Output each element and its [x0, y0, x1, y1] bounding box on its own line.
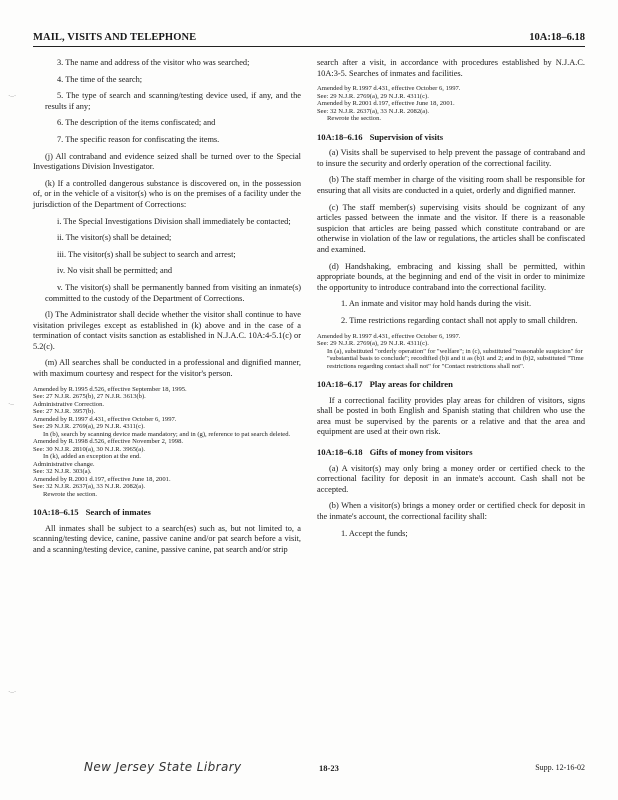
- list-item: ii. The visitor(s) shall be detained;: [57, 233, 172, 243]
- history-line: In (a), substituted "orderly operation" for "welfare"; in (c), substituted "reasonable suspicion" for "substantial basis to conclude"; recodified (b)i and ii as (b)1 and 2; and in (b)2, substituted "Time restrictions regarding contact shall not" for "Contact restrictions shall not".: [327, 347, 584, 370]
- history-line: Amended by R.2001 d.197, effective June 18, 2001.: [317, 100, 455, 108]
- list-item: 1. An inmate and visitor may hold hands during the visit.: [341, 299, 532, 309]
- history-line: Amended by R.1997 d.431, effective October 6, 1997.: [317, 85, 461, 93]
- section-heading: [317, 379, 585, 390]
- continued-text: search after a visit, in accordance with procedures established by N.J.A.C. 10A:3-5. Searches of inmates and facilities.: [317, 58, 585, 78]
- history-line: See: 29 N.J.R. 2769(a), 29 N.J.R. 4311(c).: [317, 92, 429, 100]
- scan-mark: ·–: [8, 400, 14, 408]
- page-footer: [33, 760, 585, 776]
- left-column: [33, 58, 301, 562]
- paragraph-k: (k) If a controlled dangerous substance is discovered on, in the possession of, or in the vehicle of a visitor(s) who is on the premises of a facility under the jurisdiction of the Department of Corrections:: [33, 178, 301, 209]
- section-title: Play areas for children: [369, 379, 453, 390]
- section-number: 10A:18–6.18: [317, 447, 363, 458]
- history-line: Amended by R.2001 d.197, effective June 18, 2001.: [33, 475, 171, 483]
- header-rule: [33, 46, 585, 47]
- history-notes: [33, 386, 301, 499]
- scan-mark: ·–·: [8, 688, 17, 696]
- paragraph-m: (m) All searches shall be conducted in a professional and dignified manner, with maximum courtesy and respect for the visitor's person.: [33, 358, 301, 379]
- list-item: 6. The description of the items confiscated; and: [57, 118, 216, 128]
- header-section-range: 10A:18–6.18: [529, 32, 585, 43]
- history-line: Amended by R.1995 d.526, effective September 18, 1995.: [33, 385, 187, 393]
- history-line: Rewrote the section.: [43, 490, 98, 498]
- paragraph-j: (j) All contraband and evidence seized shall be turned over to the Special Investigations Division Investigator.: [33, 151, 301, 172]
- paragraph: (a) Visits shall be supervised to help prevent the passage of contraband and to insure the security and orderly operation of the correctional facility.: [317, 148, 585, 168]
- history-line: Amended by R.1997 d.431, effective October 6, 1997.: [33, 415, 177, 423]
- history-line: See: 27 N.J.R. 3957(b).: [33, 408, 96, 416]
- running-header: [33, 32, 585, 48]
- section-number: 10A:18–6.15: [33, 507, 79, 518]
- history-line: See: 29 N.J.R. 2769(a), 29 N.J.R. 4311(c).: [33, 423, 145, 431]
- section-text: All inmates shall be subject to a search(es) such as, but not limited to, a scanning/testing device, canine, passive canine and/or pat search before a visit, and a scanning/testing device, canine, passive canine, pat search and/or strip: [33, 523, 301, 554]
- history-line: In (b), search by scanning device made mandatory; and in (g), reference to pat search deleted.: [43, 430, 291, 438]
- history-line: See: 27 N.J.R. 2675(b), 27 N.J.R. 3613(b).: [33, 393, 146, 401]
- history-line: See: 32 N.J.R. 2637(a), 33 N.J.R. 2082(a).: [33, 483, 146, 491]
- history-line: Amended by R.1997 d.431, effective October 6, 1997.: [317, 332, 461, 340]
- library-watermark: New Jersey State Library: [84, 760, 242, 774]
- history-line: See: 29 N.J.R. 2769(a), 29 N.J.R. 4311(c).: [317, 340, 429, 348]
- history-line: In (k), added an exception at the end.: [43, 453, 141, 461]
- history-line: See: 32 N.J.R. 303(a).: [33, 468, 92, 476]
- list-item: iii. The visitor(s) shall be subject to search and arrest;: [57, 249, 236, 259]
- history-notes: [317, 85, 585, 123]
- list-item: v. The visitor(s) shall be permanently banned from visiting an inmate(s) committed to the custody of the Department of Corrections.: [45, 282, 301, 303]
- list-item: i. The Special Investigations Division shall immediately be contacted;: [57, 216, 291, 226]
- section-number: 10A:18–6.16: [317, 131, 363, 142]
- history-line: See: 32 N.J.R. 2637(a), 33 N.J.R. 2082(a).: [317, 107, 430, 115]
- section-title: Search of inmates: [85, 507, 151, 518]
- list-item: iv. No visit shall be permitted; and: [57, 266, 173, 276]
- paragraph: (b) When a visitor(s) brings a money order or certified check for deposit in the inmate's account, the correctional facility shall:: [317, 501, 585, 522]
- right-column: [317, 58, 585, 545]
- section-heading: [33, 507, 301, 518]
- section-title: Gifts of money from visitors: [369, 447, 473, 458]
- list-item: 2. Time restrictions regarding contact shall not apply to small children.: [341, 316, 578, 325]
- history-line: Amended by R.1998 d.526, effective November 2, 1998.: [33, 438, 184, 446]
- list-item: 1. Accept the funds;: [341, 528, 408, 538]
- supplement-date: Supp. 12-16-02: [535, 763, 585, 772]
- section-number: 10A:18–6.17: [317, 379, 363, 390]
- header-title: MAIL, VISITS AND TELEPHONE: [33, 32, 197, 43]
- history-line: Administrative Correction.: [33, 400, 105, 408]
- paragraph-l: (l) The Administrator shall decide whether the visitor shall continue to have visitation privileges except as established in (k) above and in the case of a termination of contact visits sanction as established in N.J.A.C. 10A:4-5.1(c) or 5.2(c).: [33, 310, 301, 351]
- page-number: 18-23: [319, 763, 339, 773]
- history-line: See: 30 N.J.R. 2810(a), 30 N.J.R. 3965(a).: [33, 445, 146, 453]
- list-item: 4. The time of the search;: [57, 74, 143, 84]
- history-line: Administrative change.: [33, 460, 95, 468]
- scan-mark: ·–·: [8, 92, 17, 100]
- paragraph: (b) The staff member in charge of the visiting room shall be responsible for ensuring that all visits are conducted in a quiet, orderly and dignified manner.: [317, 175, 585, 196]
- history-notes: [317, 333, 585, 371]
- paragraph: (d) Handshaking, embracing and kissing shall be permitted, within appropriate bounds, at the beginning and end of the visit in order to minimize the opportunity to introduce contraband into the correctional facility.: [317, 261, 585, 292]
- history-line: Rewrote the section.: [327, 115, 382, 123]
- list-item: 5. The type of search and scanning/testing device used, if any, and the results if any;: [45, 91, 301, 111]
- paragraph: (a) A visitor(s) may only bring a money order or certified check to the correctional facility for deposit in an inmate's account. Cash shall not be accepted.: [317, 463, 585, 494]
- paragraph: (c) The staff member(s) supervising visits should be cognizant of any articles passed between the inmate and the visitor. If there is a reasonable suspicion that articles are being passed which constitute contraband or are otherwise in violation of the law or regulations, the articles shall be confiscated and examined.: [317, 202, 585, 255]
- paragraph: If a correctional facility provides play areas for children of visitors, signs shall be posted in both English and Spanish stating that children who use the area must be supervised by the parents or a relative and that the area and equipment are used at their own risk.: [317, 395, 585, 437]
- list-item: 3. The name and address of the visitor who was searched;: [57, 58, 250, 67]
- section-heading: [317, 447, 585, 458]
- section-title: Supervision of visits: [369, 131, 444, 142]
- list-item: 7. The specific reason for confiscating the items.: [57, 134, 220, 144]
- section-heading: [317, 132, 585, 143]
